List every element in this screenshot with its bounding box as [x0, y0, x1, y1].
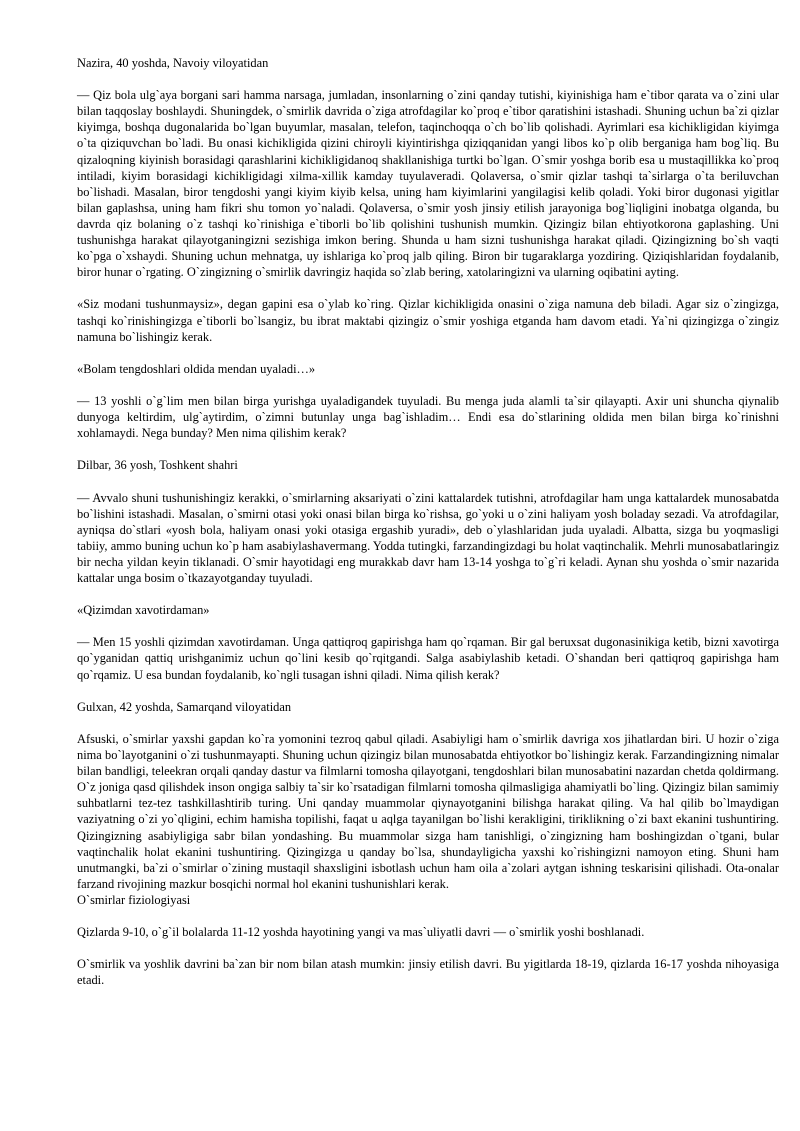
section-heading-worried: «Qizimdan xavotirdaman» — [77, 603, 210, 618]
author-caption-gulxan: Gulxan, 42 yoshda, Samarqand viloyatidan — [77, 699, 292, 714]
question-paragraph-son: — 13 yoshli o`g`lim men bilan birga yurishga uyaladigandek tuyuladi. Bu menga juda alamli ta`sir qilayapti. Axir uni shuncha qiynalib dunyoga keltirdim, ulg`aytirdim, o`zimni butunlay unga bag`ishladim… Endi esa do`stlarining oldida men bilan birga ko`rinishni xohlamaydi. Nega bunday? Men nima qilishim kerak? — [77, 393, 779, 441]
answer-paragraph-nazira: — Qiz bola ulg`aya borgani sari hamma narsaga, jumladan, insonlarning o`zini qanday tutishi, kiyinishiga ham e`tibor qarata va o`zini ular bilan taqqoslay boshlaydi. Shuningdek, o`smirlik davrida o`ziga atrofdagilar ko`proq e`tibor qaratishini istashadi. Shuning uchun ba`zi qizlar kiyimga, boshqa dugonalarida bo`lgan buyumlar, masalan, telefon, taqinchoqqa o`ch bo`lib qolishadi. Ayrimlari esa kichikligidan kiyimga o`ta qiziquvchan bo`ladi. Bu onasi kichikligida qizini chiroyli kiyintirishga qiziqqanidan yangi libos ko`p olib berganiga ham bog`liq. Bu qizaloqning kiyinish borasidagi qarashlarini kichikligidanoq shakllanishiga turtki bo`lgan. O`smir yoshga borib esa u mustaqillikka ko`proq intiladi, kiyim borasidagi kichikligidagi xilma-xillik kamday tuyulaveradi. Qolaversa, o`smir qizlar tashqi ta`sirlarga o`ta beriluvchan bo`lishadi. Masalan, biror tengdoshi yangi kiyim kiyib kelsa, uning ham kiyimlarini yangilagisi kelib qoladi. Yoki biror dugonasi yigitlar bilan gaplashsa, uning ham fikri shu tomon yo`naladi. Qolaversa, o`smir yosh jinsiy etilish jarayoniga bog`liqligini inobatga olganda, bu davrda qiz bolaning o`z tashqi ko`rinishiga e`tiborli bo`lib qolishini tushunish mumkin. Qizingiz bilan ehtiyotkorona gaplashing. Uni tushunishga harakat qilayotganingizni sezishiga imkon bering. Shunda u ham sizni tushunishga harakat qiladi. Qizingizning bo`sh vaqti ko`pga o`xshaydi. Shuning uchun mehnatga, uy ishlariga ko`proq jalb qiling. Biron bir tugaraklarga yozdiring. Qiziqishlaridan foydalanib, biror hunar o`rgating. O`zingizning o`smirlik davringiz haqida so`zlab bering, xatolaringizni va ularning oqibatini ayting. — [77, 88, 779, 280]
physiology-paragraph-puberty: O`smirlik va yoshlik davrini ba`zan bir nom bilan atash mumkin: jinsiy etilish davri. Bu yigitlarda 18-19, qizlarda 16-17 yoshda nihoyasiga etadi. — [77, 957, 779, 988]
section-heading-physiology: O`smirlar fiziologiyasi — [77, 892, 191, 907]
author-caption-nazira: Nazira, 40 yoshda, Navoiy viloyatidan — [77, 56, 269, 70]
document-page — [77, 55, 779, 1005]
author-caption-dilbar: Dilbar, 36 yosh, Toshkent shahri — [77, 458, 238, 473]
section-heading-embarrassed: «Bolam tengdoshlari oldida mendan uyaladi…» — [77, 361, 316, 376]
question-paragraph-daughter: — Men 15 yoshli qizimdan xavotirdaman. Unga qattiqroq gapirishga ham qo`rqaman. Bir gal beruxsat dugonasinikiga ketib, bizni xavotirga qo`yganidan qattiq urishganimiz uchun qo`lini kesib qo`rqitgandi. Salga asabiylashib ketadi. O`shandan beri qattiqroq gapirishga ham qo`rqamiz. U esa bundan foydalanib, ko`ngli tusagan ishni qiladi. Nima qilish kerak? — [77, 635, 779, 682]
advice-paragraph-fashion: «Siz modani tushunmaysiz», degan gapini esa o`ylab ko`ring. Qizlar kichikligida onasini o`ziga namuna deb biladi. Agar siz o`zingizga, tashqi ko`rinishingizga e`tiborli bo`lsangiz, bu ibrat maktabi qizingiz o`smir yoshiga etganda ham davom etadi. Ya`ni qizingizga o`zingiz namuna bo`lishingiz kerak. — [77, 297, 779, 344]
physiology-paragraph-onset: Qizlarda 9-10, o`g`il bolalarda 11-12 yoshda hayotining yangi va mas`uliyatli davri — o`smirlik yoshi boshlanadi. — [77, 925, 645, 940]
answer-paragraph-dilbar: — Avvalo shuni tushunishingiz kerakki, o`smirlarning aksariyati o`zini kattalardek tutishni, atrofdagilar ham unga kattalardek munosabatda bo`lishini istashadi. Masalan, o`smirni otasi yoki onasi bilan birga ko`rishsa, go`yoki u o`zini haliyam yosh boladay sezadi. Va atrofdagilar, ayniqsa do`stlari «yosh bola, haliyam onasi yoki otasiga ergashib yuradi», deb o`ylashlaridan juda uyaladi. Albatta, sizga bu yoqmasligi tabiiy, ammo buning uchun ko`p ham asabiylashavermang. Yodda tutingki, farzandingizdagi bu holat vaqtinchalik. Mehrli munosabatlaringiz bir necha yildan keyin tiklanadi. O`smir hayotidagi eng murakkab davr ham 13-14 yoshga to`g`ri keladi. Aynan shu yoshda o`smir nazarida kattalar unga bosim o`tkazayotganday tuyuladi. — [77, 490, 779, 585]
answer-paragraph-gulxan: Afsuski, o`smirlar yaxshi gapdan ko`ra yomonini tezroq qabul qiladi. Asabiyligi ham o`smirlik davriga xos jihatlardan biri. U hozir o`ziga nima bo`layotganini o`zi tushunmayapti. Shuning uchun qizingiz bilan munosabatda ehtiyotkor bo`lishingiz kerak. Farzandingizning nimalar bilan bandligi, teleekran orqali qanday dastur va filmlarni tomosha qilayotgani, tengdoshlari bilan munosabatini nazardan chetda qoldirmang. O`z joniga qasd qilishdek inson ongiga salbiy ta`sir ko`rsatadigan filmlarni tomosha qilmasligiga ahamiyatli bo`ling. Qizingiz bilan samimiy suhbatlarni tez-tez tashkillashtirib turing. Uni qanday muammolar qiynayotganini bilishga harakat qiling. Va hal qilib bo`lmaydigan vaziyatning o`zi yo`qligini, echim hamisha topilishi, faqat u aqlga tayanilgan bo`lishi kerakligini, tiriklikning o`zi baxt ekanini tushuntiring. Qizingizning asabiyligiga sabr bilan yondashing. Bu muammolar sizga ham tanishligi, o`zingizning ham boshingizdan o`tgani, bular vaqtinchalik holat ekanini tushuntiring. Qizingizga u qanday bo`lsa, shundayligicha yaxshi ko`rishingizni namoyon eting. Shuni ham unutmangki, ba`zi o`smirlar o`zining mustaqil shaxsligini isbotlash uchun ham oila a`zolari aytgan ishning teskarisini qilishadi. Ota-onalar farzand rivojining mazkur bosqichi normal hol ekanini tushunishlari kerak. — [77, 731, 779, 891]
